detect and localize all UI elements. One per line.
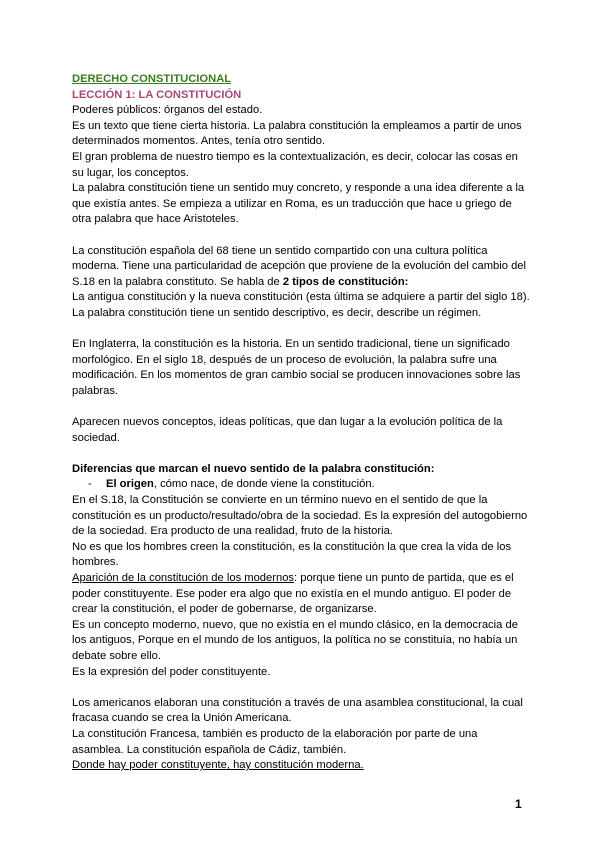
paragraph: Es un texto que tiene cierta historia. La palabra constitución la empleamos a partir de unos determinados momentos. Antes, tenía otro sentido. <box>72 119 522 148</box>
paragraph: El gran problema de nuestro tiempo es la contextualización, es decir, colocar las cosas en su lugar, los conceptos. <box>72 150 518 179</box>
paragraph: Es un concepto moderno, nuevo, que no existía en el mundo clásico, en la democracia de los antiguos, Porque en el mundo de los antiguos, la política no se constituía, no había un debate sobre ello. <box>72 618 518 662</box>
list-item <box>72 477 532 493</box>
paragraph-text: La constitución española del 68 tiene un sentido compartido con una cultura política moderna. Tiene una particularidad de acepción que proviene de la evolución del cambio del S.18 en la palabra constituto. Se habla de <box>72 244 527 288</box>
bold-phrase: El origen <box>106 478 154 491</box>
paragraph: Los americanos elaboran una constitución a través de una asamblea constitucional, la cual fracasa cuando se crea la Unión Americana. <box>72 696 523 725</box>
paragraph: La antigua constitución y la nueva constitución (esta última se adquiere a partir del siglo 18). <box>72 291 530 304</box>
subject-title: DERECHO CONSTITUCIONAL <box>72 73 232 85</box>
paragraph: La palabra constitución tiene un sentido descriptivo, es decir, describe un régimen. <box>72 306 482 319</box>
bold-phrase: 2 tipos de constitución: <box>282 275 409 288</box>
list-item-text: El origen, cómo nace, de donde viene la constitución. <box>106 478 375 491</box>
spacer <box>72 228 532 244</box>
paragraph: No es que los hombres creen la constitución, es la constitución la que crea la vida de los hombres. <box>72 540 512 569</box>
document-body <box>72 72 532 774</box>
paragraph: En Inglaterra, la constitución es la historia. En un sentido tradicional, tiene un significado morfológico. En el siglo 18, después de un proceso de evolución, la palabra sufre una modificación. En los momentos de gran cambio social se producen innovaciones sobre las palabras. <box>72 338 521 397</box>
spacer <box>72 680 532 696</box>
paragraph <box>72 244 532 291</box>
spacer <box>72 399 532 415</box>
paragraph: Aparición de la constitución de los modernos: porque tiene un punto de partida, que es el poder constituyente. Ese poder era algo que no existía en el mundo antiguo. El poder de crear la constitución, el poder de gobernarse, de organizarse. <box>72 572 514 616</box>
bullet-dash: - <box>88 478 92 491</box>
paragraph: Poderes públicos: órganos del estado. <box>72 104 263 117</box>
spacer <box>72 446 532 462</box>
paragraph: Aparecen nuevos conceptos, ideas políticas, que dan lugar a la evolución política de la sociedad. <box>72 416 503 444</box>
paragraph: La constitución Francesa, también es producto de la elaboración por parte de una asamblea. La constitución española de Cádiz, también. <box>72 727 478 756</box>
section-heading: Diferencias que marcan el nuevo sentido de la palabra constitución: <box>72 462 435 475</box>
closing-statement: Donde hay poder constituyente, hay constitución moderna. <box>72 759 364 772</box>
lesson-title: LECCIÓN 1: LA CONSTITUCIÓN <box>72 88 242 101</box>
page-number: 1 <box>515 797 522 811</box>
underlined-phrase: Aparición de la constitución de los modernos <box>72 572 295 584</box>
paragraph: La palabra constitución tiene un sentido muy concreto, y responde a una idea diferente a la que existía antes. Se empieza a utilizar en Roma, es un traducción que hace u griego de otra palabra que hace Aristoteles. <box>72 182 525 226</box>
paragraph: En el S.18, la Constitución se convierte en un término nuevo en el sentido de que la constitución es un producto/resultado/obra de la sociedad. Es la expresión del autogobierno de la sociedad. Era producto de una realidad, fruto de la historia. <box>72 494 528 538</box>
paragraph: Es la expresión del poder constituyente. <box>72 665 271 678</box>
spacer <box>72 322 532 338</box>
